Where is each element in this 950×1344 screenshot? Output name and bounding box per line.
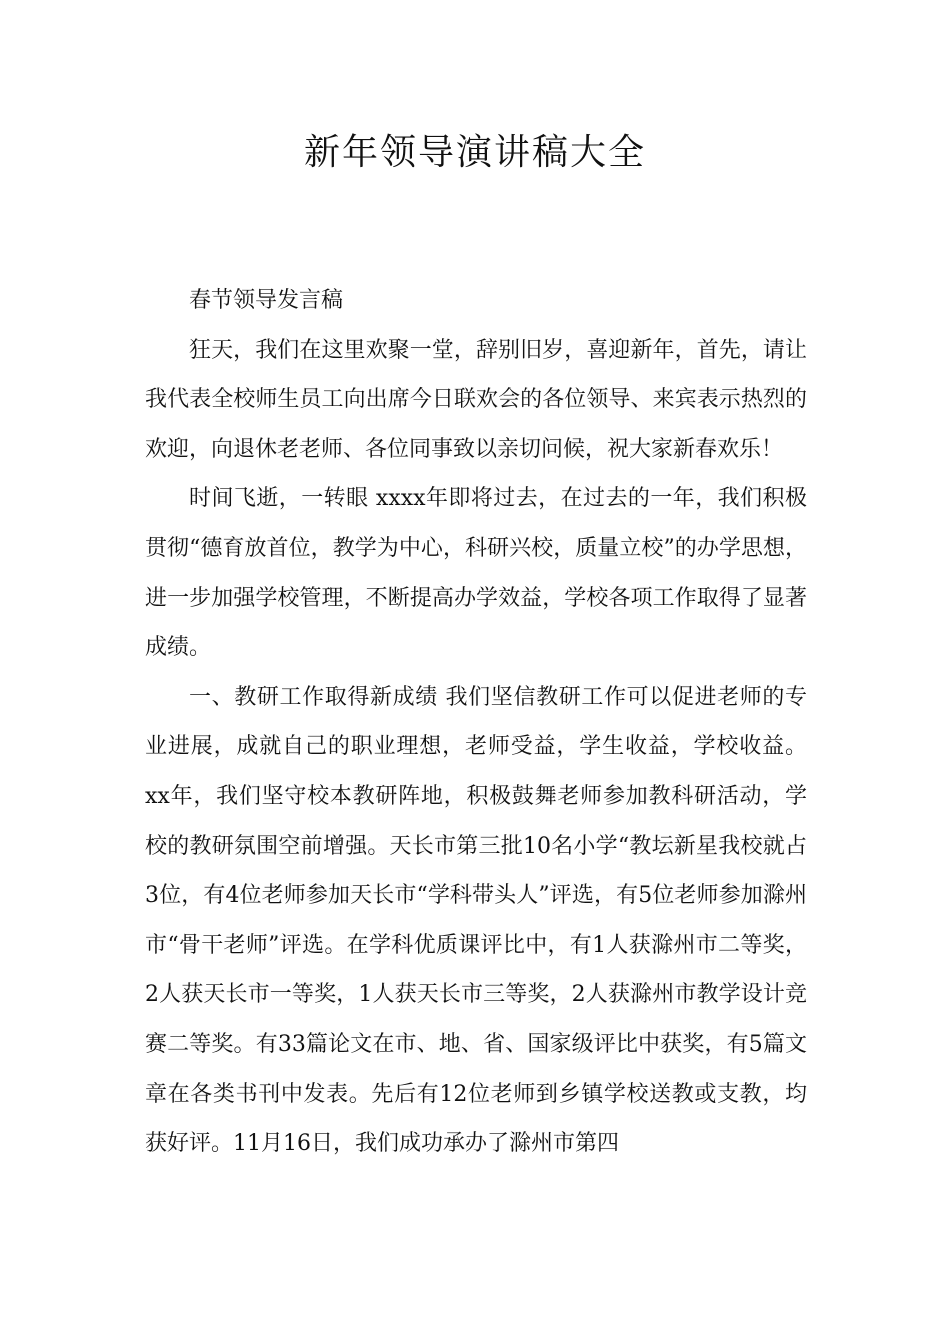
paragraph-heading: 春节领导发言稿 [189, 288, 344, 313]
document-body [145, 276, 807, 1169]
paragraph: 时间飞逝，一转眼 xxxx年即将过去，在过去的一年，我们积极贯彻“德育放首位，教学为中心，科研兴校，质量立校”的办学思想，进一步加强学校管理，不断提高办学效益，学校各项工作取得了显著成绩。 [145, 486, 807, 661]
paragraph: 狂天，我们在这里欢聚一堂，辞别旧岁，喜迎新年，首先，请让我代表全校师生员工向出席今日联欢会的各位领导、来宾表示热烈的欢迎，向退休老老师、各位同事致以亲切问候，祝大家新春欢乐！ [145, 337, 807, 462]
document-title: 新年领导演讲稿大全 [303, 132, 646, 173]
paragraph: 一、教研工作取得新成绩 我们坚信教研工作可以促进老师的专业进展，成就自己的职业理想，老师受益，学生收益，学校收益。xx年，我们坚守校本教研阵地，积极鼓舞老师参加教科研活动，学校的教研氛围空前增强。天长市第三批10名小学“教坛新星我校就占3位，有4位老师参加天长市“学科带头人”评选，有5位老师参加滁州市“骨干老师”评选。在学科优质课评比中，有1人获滁州市二等奖，2人获天长市一等奖，1人获天长市三等奖，2人获滁州市教学设计竞赛二等奖。有33篇论文在市、地、省、国家级评比中获奖，有5篇文章在各类书刊中发表。先后有12位老师到乡镇学校送教或支教，均获好评。11月16日，我们成功承办了滁州市第四 [145, 684, 807, 1157]
